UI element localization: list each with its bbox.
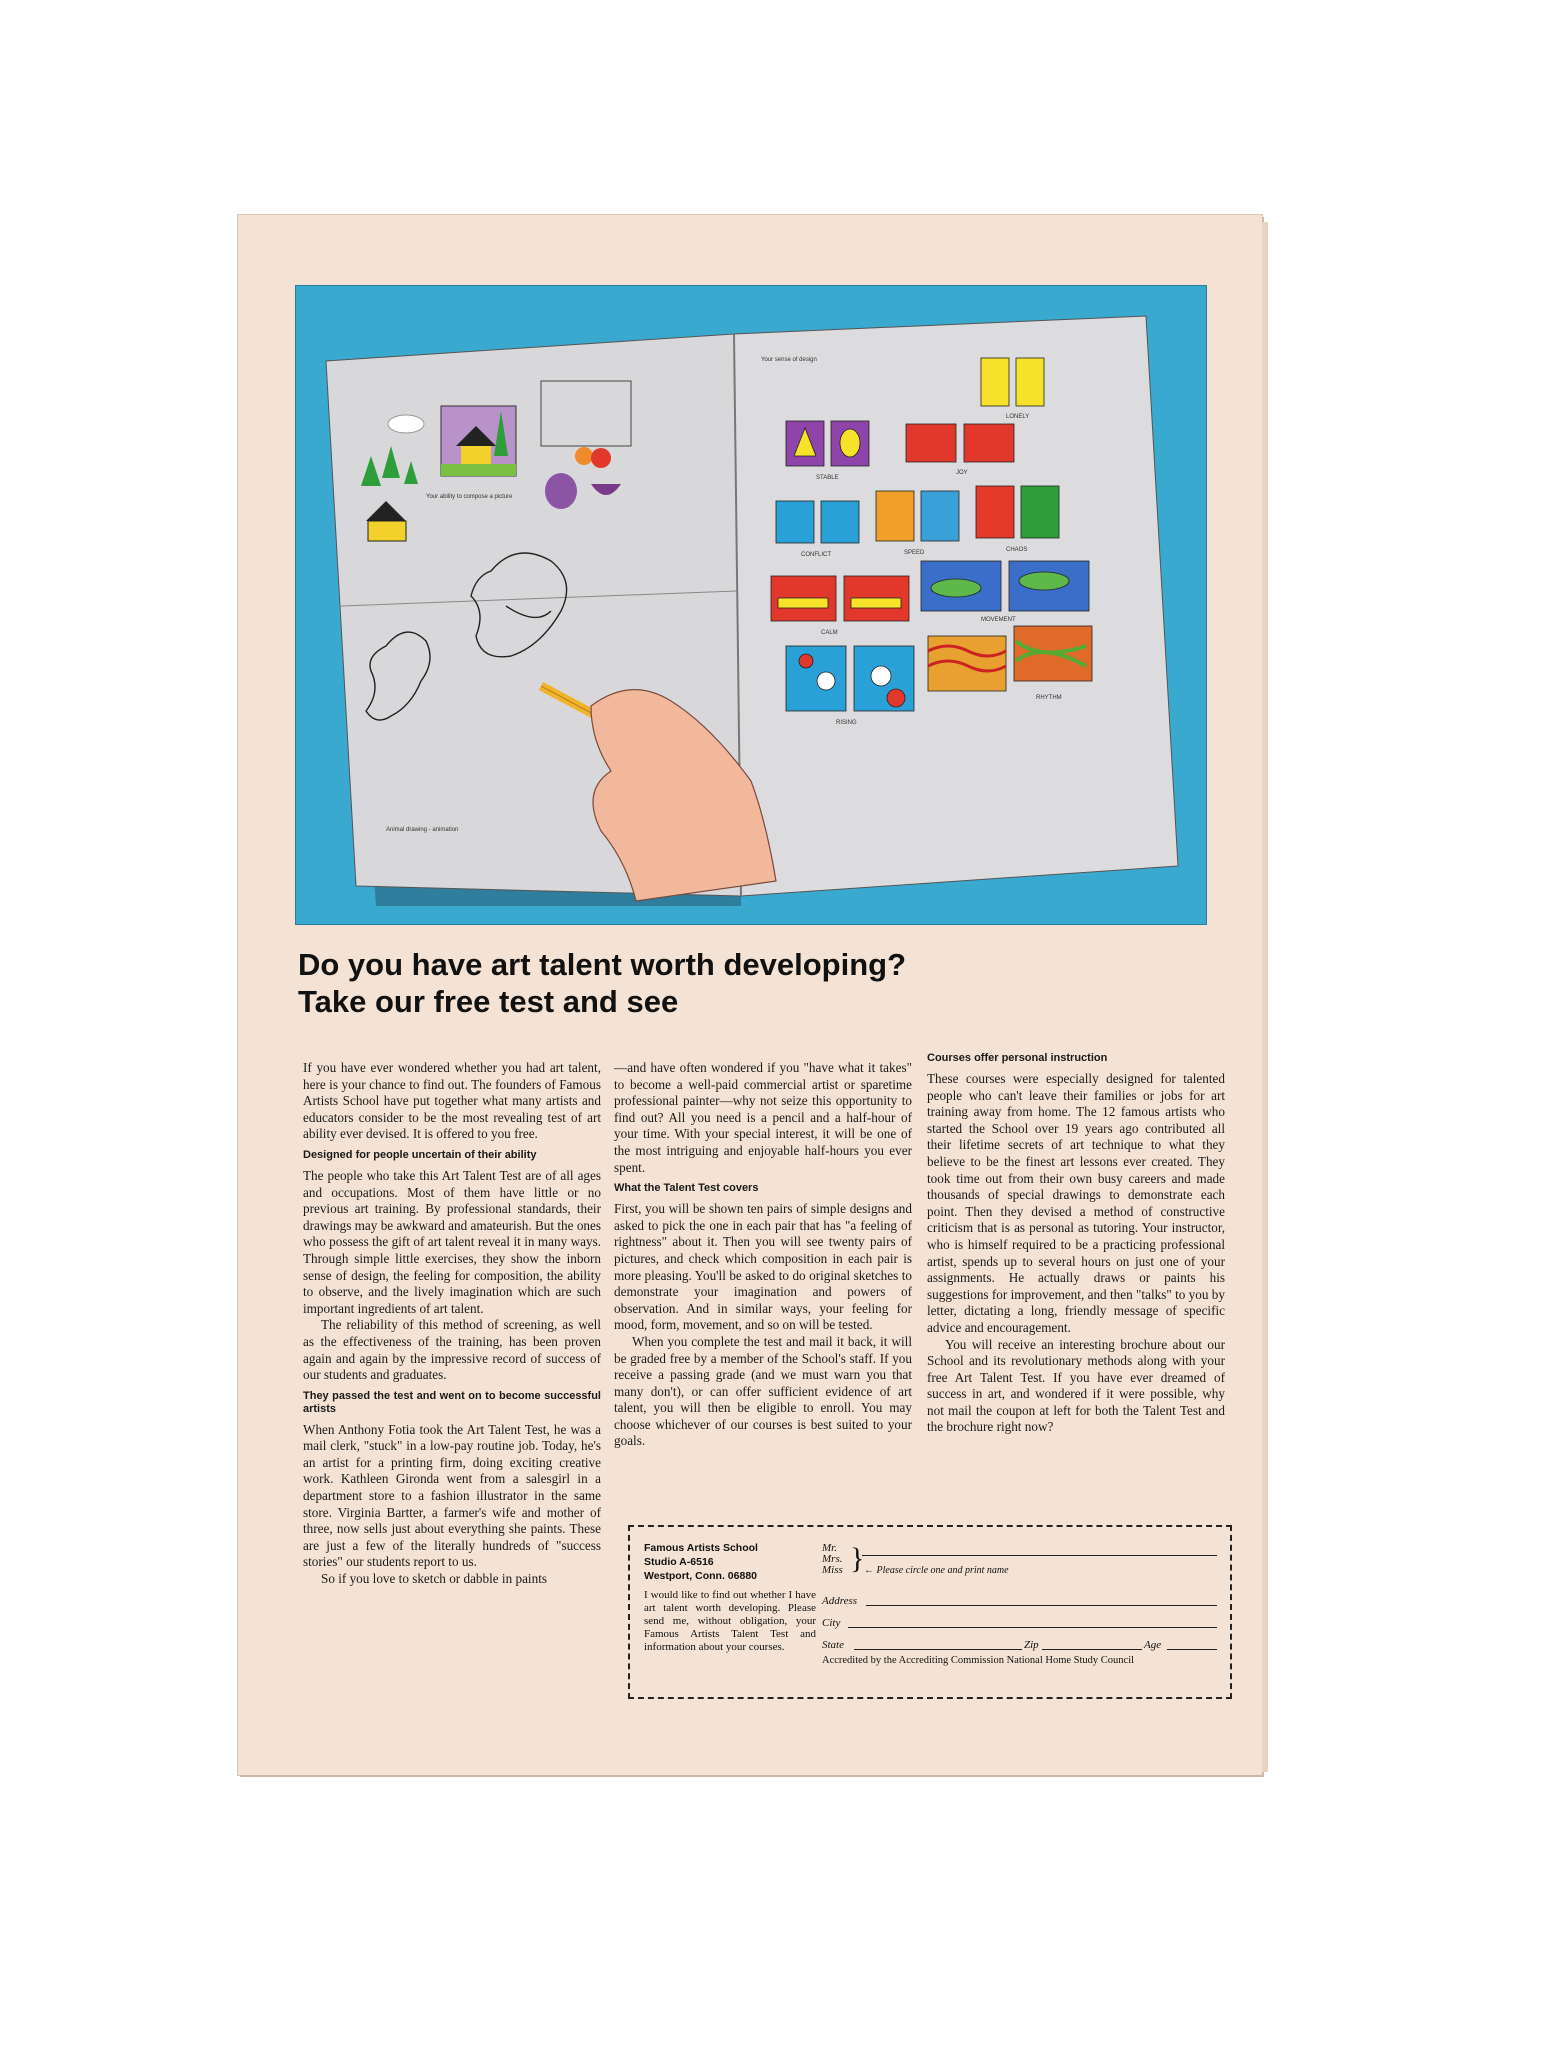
- pair-label-rising: RISING: [836, 720, 857, 726]
- address-field[interactable]: [866, 1605, 1217, 1606]
- coupon-request-text: I would like to find out whether I have art talent worth developing. Please send me, without obligation, your Famous Artists Talent Test and information about your courses.: [644, 1589, 816, 1653]
- headline: [298, 946, 1198, 1020]
- paragraph: So if you love to sketch or dabble in paints: [321, 1571, 547, 1587]
- subheading: Designed for people uncertain of their ability: [303, 1148, 537, 1161]
- city-field[interactable]: [848, 1627, 1217, 1628]
- house-picture-icon: [441, 406, 516, 476]
- state-field[interactable]: [854, 1649, 1022, 1650]
- headline-line-1: Do you have art talent worth developing?: [298, 947, 907, 982]
- name-row[interactable]: [822, 1543, 1217, 1587]
- paragraph: First, you will be shown ten pairs of simple designs and asked to pick the one in each pair that has "a feeling of rightness" about it. Then you will see twenty pairs of pictures, and check which composition in each pair is more pleasing. You'll be asked to do original sketches to demonstrate your imagination and powers of observation. And in similar ways, your feeling for mood, form, movement, and so on will be tested.: [614, 1201, 912, 1333]
- state-label: State: [822, 1639, 844, 1651]
- design-heading-text: Your sense of design: [761, 357, 817, 363]
- accreditation-note: Accredited by the Accrediting Commission National Home Study Council: [822, 1655, 1135, 1666]
- school-name: Famous Artists School: [644, 1542, 758, 1554]
- address-row[interactable]: [822, 1587, 1217, 1609]
- pair-label-rhythm: RHYTHM: [1036, 695, 1062, 701]
- paragraph: The people who take this Art Talent Test are of all ages and occupations. Most of them have little or no previous art training. By professional standards, their drawings may be awkward and amateurish. But the ones who possess the gift of art talent reveal it in many ways. Through simple little exercises, they show the inborn sense of design, the feeling for composition, the ability to observe, and the lively imagination which are such important ingredients of art talent.: [303, 1167, 601, 1316]
- open-test-booklet-illustration: [316, 306, 1186, 906]
- paragraph: These courses were especially designed for talented people who can't leave their families or jobs for art training away from home. The 12 famous artists who started the School over 19 years ago contributed all their lifetime secrets of art technique to what they believe to be the finest art lessons ever created. They took time out from their own busy careers and made thousands of special drawings to demonstrate each point. Then they devised a method of constructive criticism that is as personal as tutoring. Your instructor, who is himself required to be a practicing professional artist, spends up to several hours on just one of your assignments. He actually draws or paints his suggestions for improvement, and then "talks" to you by letter, dictating a long, friendly message of specific advice and encouragement.: [927, 1071, 1225, 1335]
- city-state: Westport, Conn. 06880: [644, 1570, 757, 1582]
- studio-number: Studio A-6516: [644, 1556, 714, 1568]
- headline-line-2: Take our free test and see: [298, 984, 679, 1019]
- pair-label-joy: JOY: [956, 470, 968, 476]
- coupon-form: [822, 1543, 1217, 1666]
- brace-icon: }: [850, 1542, 865, 1575]
- paragraph: —and have often wondered if you "have what it takes" to become a well-paid commercial artist or sparetime professional painter—why not seize this opportunity to find out? All you need is a pencil and a half-hour of your time. With your special interest, it will be one of the most intriguing and enjoyable half-hours you ever spent.: [614, 1060, 912, 1175]
- article-column-1: [303, 1060, 601, 1588]
- page-edge: [1262, 222, 1268, 1772]
- pair-label-calm: CALM: [821, 630, 838, 636]
- city-label: City: [822, 1617, 841, 1629]
- subheading: Courses offer personal instruction: [927, 1052, 1108, 1064]
- paragraph: If you have ever wondered whether you had art talent, here is your chance to find out. The founders of Famous Artists School have put together what many artists and educators consider to be the most revealing test of art ability ever devised. It is offered to you free.: [303, 1060, 601, 1142]
- zip-field[interactable]: [1042, 1649, 1142, 1650]
- salutation-mr[interactable]: Mr.: [822, 1542, 837, 1554]
- zip-label: Zip: [1024, 1639, 1039, 1651]
- address-label: Address: [822, 1595, 858, 1607]
- pair-label-movement: MOVEMENT: [981, 617, 1016, 623]
- ad-illustration: [295, 285, 1207, 925]
- pair-label-lonely: LONELY: [1006, 414, 1030, 420]
- animal-heading-text: Animal drawing - animation: [386, 827, 459, 833]
- salutation-mrs[interactable]: Mrs.: [822, 1553, 843, 1565]
- paragraph: When Anthony Fotia took the Art Talent Test, he was a mail clerk, "stuck" in a low-pay routine job. Today, he's an artist for a printing firm, doing exciting creative work. Kathleen Gironda went from a salesgirl in a department store to a fashion illustrator in the same store. Virginia Bartter, a farmer's wife and mother of three, now sells just about everything she paints. These are just a few of the literally hundreds of "success stories" our students report to us.: [303, 1421, 601, 1570]
- pair-label-chaos: CHAOS: [1006, 547, 1028, 553]
- name-field[interactable]: [862, 1555, 1217, 1556]
- circle-instruction: ← Please circle one and print name: [864, 1565, 1009, 1576]
- pair-label-stable: STABLE: [816, 475, 839, 481]
- pair-label-speed: SPEED: [904, 550, 925, 556]
- city-row[interactable]: [822, 1609, 1217, 1631]
- paragraph: When you complete the test and mail it back, it will be graded free by a member of the School's staff. If you receive a passing grade (and we must warn you that many don't), or can offer sufficient evidence of art talent, you will then be eligible to enroll. You may choose whichever of our courses is best suited to your goals.: [614, 1333, 912, 1449]
- paragraph: The reliability of this method of screening, as well as the effectiveness of the training, has been proven again and again by the impressive record of success of our students and graduates.: [303, 1317, 601, 1383]
- mail-in-coupon[interactable]: [628, 1525, 1232, 1699]
- state-zip-age-row[interactable]: [822, 1631, 1217, 1653]
- pair-label-conflict: CONFLICT: [801, 552, 831, 558]
- paragraph: You will receive an interesting brochure about our School and its revolutionary methods along with your free Art Talent Test. If you have ever dreamed of success in art, and wondered if it were possible, why not mail the coupon at left for both the Talent Test and the brochure right now?: [927, 1336, 1225, 1435]
- coupon-address-block: [644, 1541, 816, 1654]
- age-field[interactable]: [1167, 1649, 1217, 1650]
- subheading: What the Talent Test covers: [614, 1182, 759, 1195]
- age-label: Age: [1144, 1639, 1162, 1651]
- article-column-3: [927, 1052, 1225, 1436]
- ability-heading-text: Your ability to compose a picture: [426, 494, 513, 500]
- salutation-miss[interactable]: Miss: [822, 1564, 843, 1576]
- subheading: They passed the test and went on to become successful artists: [303, 1389, 601, 1415]
- article-column-2: [614, 1060, 912, 1450]
